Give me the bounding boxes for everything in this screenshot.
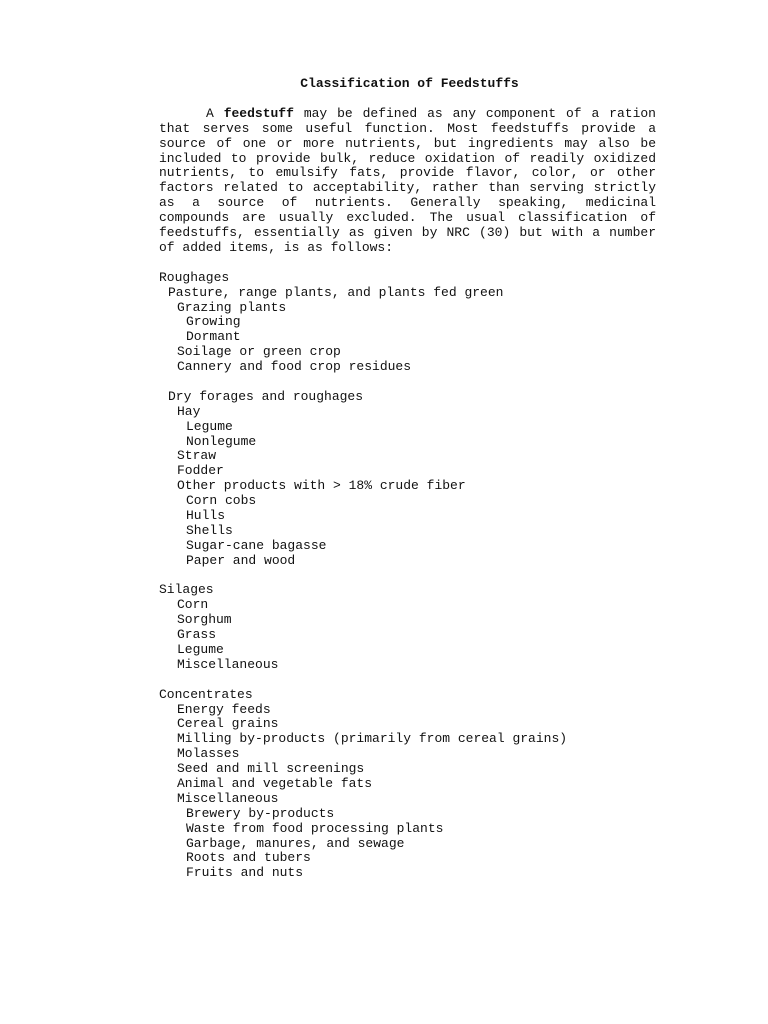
outline-item: Sugar-cane bagasse bbox=[186, 537, 327, 553]
outline-item: Straw bbox=[177, 448, 217, 464]
outline-item: Fodder bbox=[177, 463, 224, 479]
outline-item: Roots and tubers bbox=[186, 850, 311, 866]
outline-item: Garbage, manures, and sewage bbox=[186, 835, 405, 851]
document-page bbox=[159, 77, 656, 881]
classification-outline bbox=[159, 271, 656, 882]
outline-gap bbox=[159, 569, 656, 584]
outline-item: Hulls bbox=[186, 508, 226, 523]
intro-text: may be defined as any component of a ration that serves some useful function. Most feedstuffs provide a source of one or more nutrients, but ingredients may also be included to provide bulk, reduce oxidation of readily oxidized nutrients, to emulsify fats, provide flavor, color, or other factors related to acceptability, rather than serving strictly as a source of nutrients. Generally speaking, medicinal compounds are usually excluded. The usual classification of feedstuffs, essentially as given by NRC (30) but with a number of added items, is as follows: bbox=[159, 105, 656, 255]
document-title: Classification of Feedstuffs bbox=[300, 76, 519, 91]
outline-item: Molasses bbox=[177, 746, 240, 762]
outline-item: Legume bbox=[177, 642, 224, 658]
outline-heading: Concentrates bbox=[159, 686, 253, 702]
outline-item: Hay bbox=[177, 403, 201, 419]
outline-heading: Silages bbox=[159, 582, 214, 598]
outline-item: Nonlegume bbox=[186, 433, 257, 449]
outline-item: Corn cobs bbox=[186, 493, 257, 509]
intro-lead: A bbox=[206, 105, 214, 121]
outline-heading: Roughages bbox=[159, 269, 230, 285]
outline-item: Corn bbox=[177, 597, 209, 613]
outline-item: Cannery and food crop residues bbox=[177, 359, 412, 375]
section-gap bbox=[159, 256, 656, 271]
outline-item: Dormant bbox=[186, 329, 241, 345]
outline-item: Energy feeds bbox=[177, 701, 271, 717]
outline-item: Seed and mill screenings bbox=[177, 761, 365, 777]
outline-gap bbox=[159, 673, 656, 688]
outline-item: Animal and vegetable fats bbox=[177, 776, 373, 792]
outline-item: Grazing plants bbox=[177, 299, 287, 315]
outline-item: Brewery by-products bbox=[186, 805, 335, 821]
outline-item: Grass bbox=[177, 627, 217, 643]
outline-item: Milling by-products (primarily from cereal grains) bbox=[177, 731, 568, 747]
outline-item: Cereal grains bbox=[177, 716, 279, 732]
outline-item: Shells bbox=[186, 522, 233, 538]
outline-item: Paper and wood bbox=[186, 552, 296, 568]
outline-item: Soilage or green crop bbox=[177, 344, 341, 360]
outline-item: Miscellaneous bbox=[177, 656, 279, 672]
outline-item: Dry forages and roughages bbox=[168, 388, 364, 404]
intro-term: feedstuff bbox=[223, 105, 294, 121]
outline-item: Sorghum bbox=[177, 612, 232, 628]
outline-item: Growing bbox=[186, 314, 241, 330]
outline-item: Other products with > 18% crude fiber bbox=[177, 478, 466, 494]
outline-item: Legume bbox=[186, 418, 233, 434]
outline-item: Miscellaneous bbox=[177, 790, 279, 806]
outline-gap bbox=[159, 375, 656, 390]
outline-item: Waste from food processing plants bbox=[186, 820, 444, 836]
outline-item: Pasture, range plants, and plants fed green bbox=[168, 284, 504, 300]
intro-paragraph bbox=[159, 107, 656, 256]
outline-item: Fruits and nuts bbox=[186, 865, 304, 881]
